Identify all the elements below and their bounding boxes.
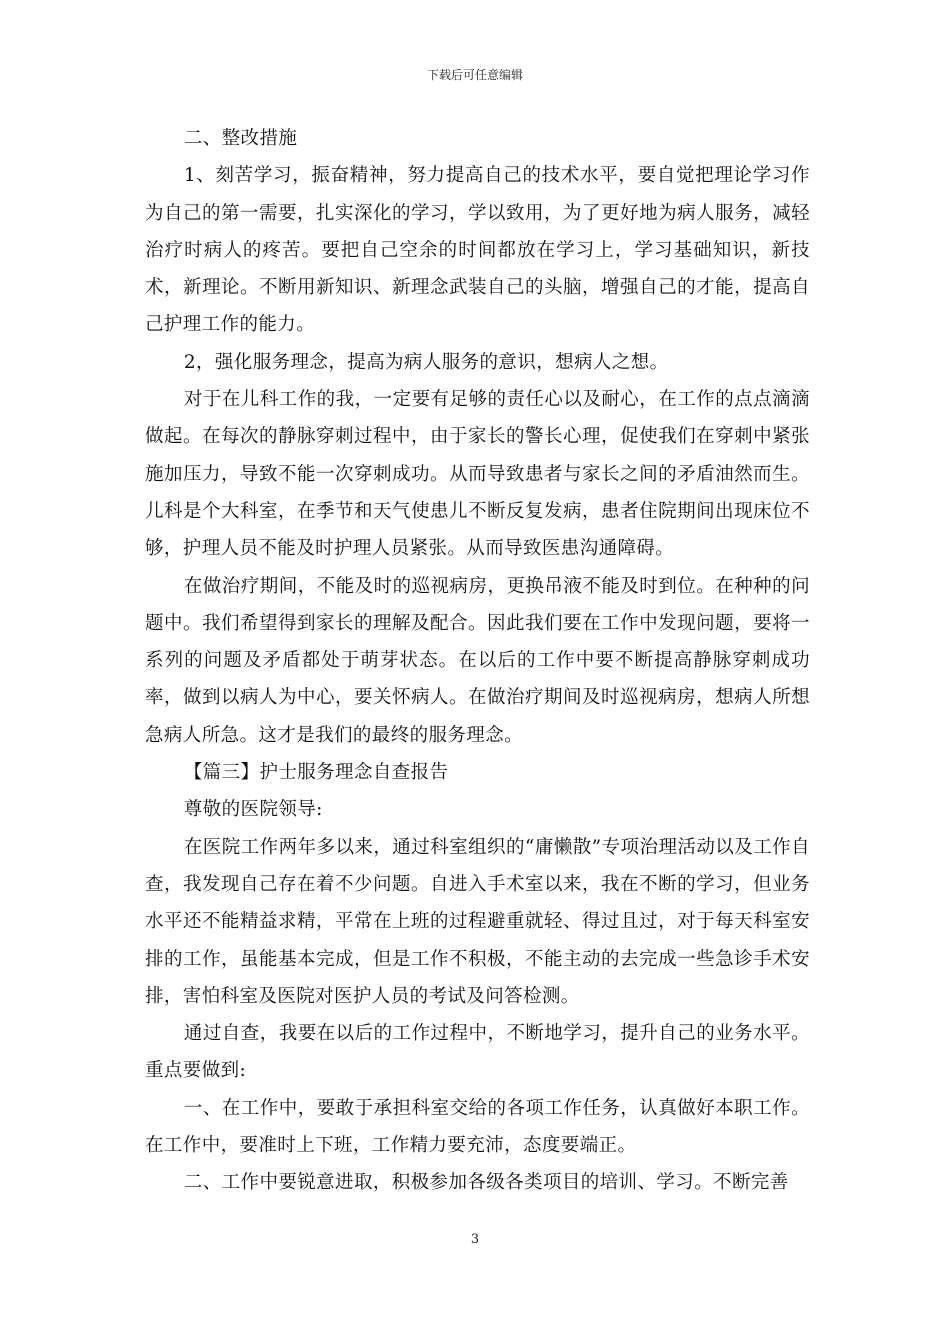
paragraph: 在做治疗期间，不能及时的巡视病房，更换吊液不能及时到位。在种种的问题中。我们希望得到家长的理解及配合。因此我们要在工作中发现问题，要将一系列的问题及矛盾都处于萌芽状态。在以后的工作中要不断提高静脉穿刺成功率，做到以病人为中心，要关怀病人。在做治疗期间及时巡视病房，想病人所想急病人所急。这才是我们的最终的服务理念。 [145,575,810,746]
page-number: 3 [470,1232,480,1247]
section-title: 【篇三】护士服务理念自查报告 [183,762,449,784]
salutation: 尊敬的医院领导: [183,799,323,821]
paragraph: 二、工作中要锐意进取，积极参加各级各类项目的培训、学习。不断完善 [183,1172,789,1194]
section-heading: 二、整改措施 [183,128,298,149]
document-body [145,120,810,1202]
paragraph: 在医院工作两年多以来，通过科室组织的“庸懒散”专项治理活动以及工作自查，我发现自己存在着不少问题。自进入手术室以来，我在不断的学习，但业务水平还不能精益求精，平常在上班的过程避重就轻、得过且过，对于每天科室安排的工作，虽能基本完成，但是工作不积极，不能主动的去完成一些急诊手术安排，害怕科室及医院对医护人员的考试及问答检测。 [145,836,810,1007]
paragraph: 通过自查，我要在以后的工作过程中，不断地学习，提升自己的业务水平。重点要做到: [145,1023,810,1082]
page-header: 下载后可任意编辑 [426,68,523,82]
paragraph: 对于在儿科工作的我，一定要有足够的责任心以及耐心，在工作的点点滴滴做起。在每次的静脉穿刺过程中，由于家长的警长心理，促使我们在穿刺中紧张施加压力，导致不能一次穿刺成功。从而导致患者与家长之间的矛盾油然而生。儿科是个大科室，在季节和天气使患儿不断反复发病，患者住院期间出现床位不够，护理人员不能及时护理人员紧张。从而导致医患沟通障碍。 [145,389,810,560]
paragraph: 1、刻苦学习，振奋精神，努力提高自己的技术水平，要自觉把理论学习作为自己的第一需要，扎实深化的学习，学以致用，为了更好地为病人服务，减轻治疗时病人的疼苦。要把自己空余的时间都放在学习上，学习基础知识，新技术，新理论。不断用新知识、新理念武装自己的头脑，增强自己的才能，提高自己护理工作的能力。 [145,165,810,336]
paragraph: 一、在工作中，要敢于承担科室交给的各项工作任务，认真做好本职工作。在工作中，要准时上下班，工作精力要充沛，态度要端正。 [145,1097,810,1157]
paragraph: 2，强化服务理念，提高为病人服务的意识，想病人之想。 [183,351,669,373]
